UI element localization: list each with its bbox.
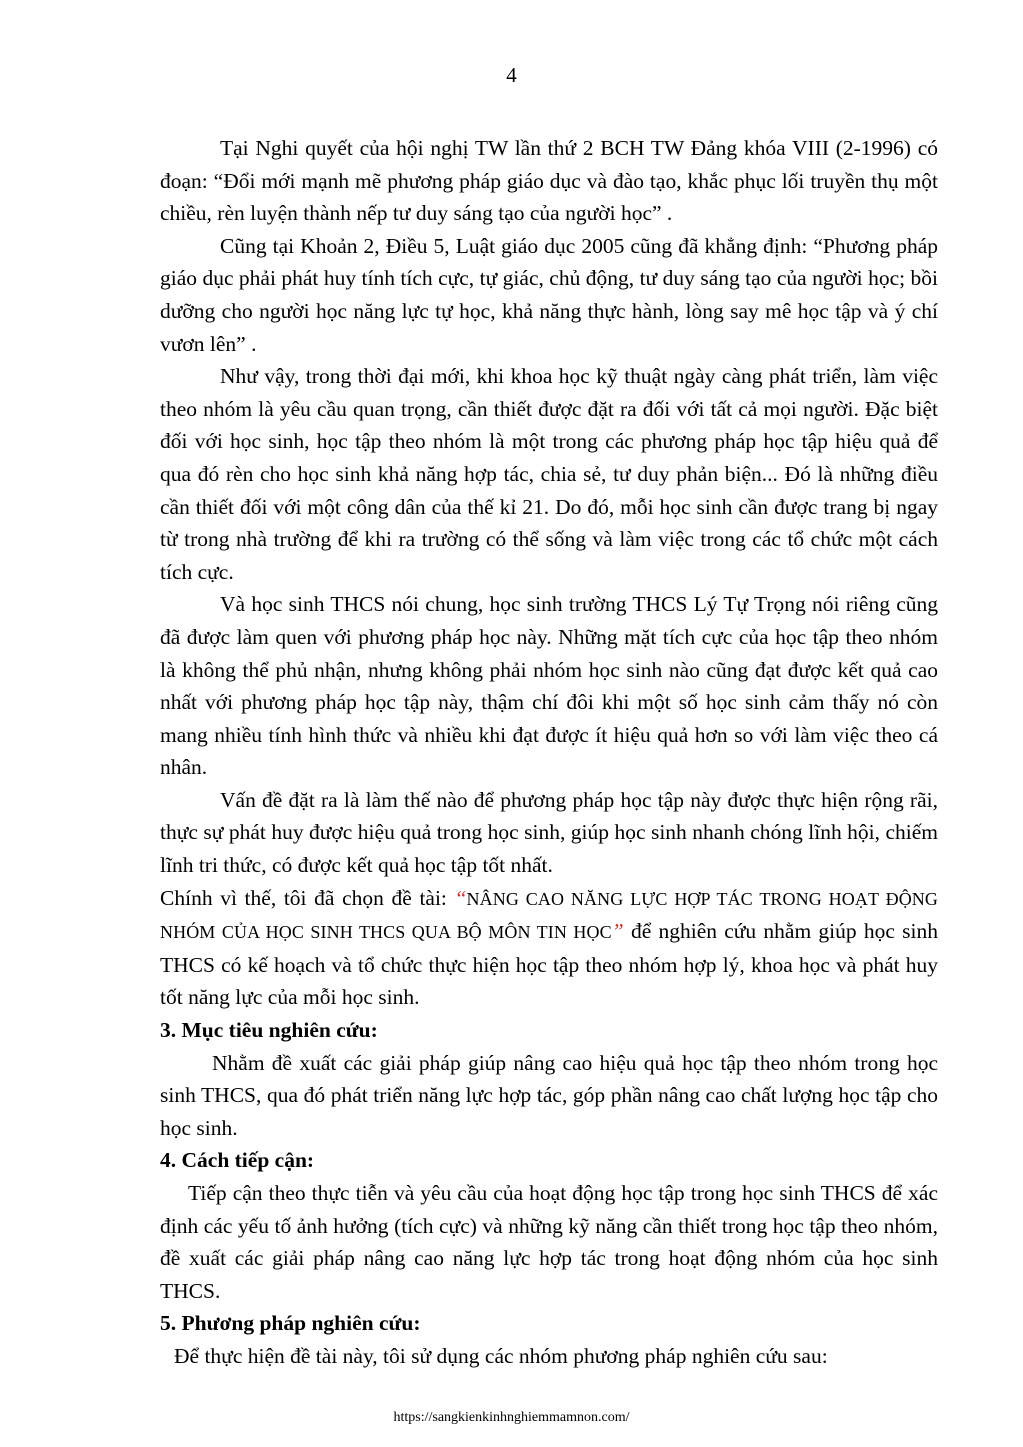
paragraph-problem: Vấn đề đặt ra là làm thế nào để phương pháp học tập này được thực hiện rộng rãi, thực sự phát huy được hiệu quả trong học sinh, giúp học sinh nhanh chóng lĩnh hội, chiếm lĩnh tri thức, có được kết quả học tập tốt nhất. [160, 787, 938, 878]
open-quote-mark: “ [454, 885, 467, 910]
section-heading-methods: 5. Phương pháp nghiên cứu: [160, 1311, 421, 1336]
document-body [160, 132, 938, 1373]
section-text-objectives: Nhằm đề xuất các giải pháp giúp nâng cao hiệu quả học tập theo nhóm trong học sinh THCS, qua đó phát triển năng lực hợp tác, góp phần nâng cao chất lượng học tập cho học sinh. [160, 1050, 938, 1140]
close-quote-mark: ” [611, 919, 624, 944]
paragraph-students: Và học sinh THCS nói chung, học sinh trường THCS Lý Tự Trọng nói riêng cũng đã được làm quen với phương pháp học này. Những mặt tích cực của học tập theo nhóm là không thể phủ nhận, nhưng không phải nhóm học sinh nào cũng đạt được kết quả cao nhất với phương pháp học tập này, thậm chí đôi khi một số học sinh cảm thấy nó còn mang nhiều tính hình thức và nhiều khi đạt được ít hiệu quả hơn so với làm việc theo cá nhân. [160, 592, 938, 780]
paragraph-education-law: Cũng tại Khoản 2, Điều 5, Luật giáo dục 2005 cũng đã khẳng định: “Phương pháp giáo dục phải phát huy tính tích cực, tự giác, chủ động, tư duy sáng tạo của người học; bồi dưỡng cho người học năng lực tự học, khả năng thực hành, lòng say mê học tập và ý chí vươn lên” . [160, 233, 938, 356]
section-text-approach: Tiếp cận theo thực tiễn và yêu cầu của hoạt động học tập trong học sinh THCS để xác định các yếu tố ảnh hưởng (tích cực) và những kỹ năng cần thiết trong học tập theo nhóm, đề xuất các giải pháp nâng cao năng lực hợp tác trong hoạt động nhóm của học sinh THCS. [160, 1181, 938, 1303]
paragraph-resolution: Tại Nghi quyết của hội nghị TW lần thứ 2 BCH TW Đảng khóa VIII (2-1996) có đoạn: “Đổi mới mạnh mẽ phương pháp giáo dục và đào tạo, khắc phục lối truyền thụ một chiều, rèn luyện thành nếp tư duy sáng tạo của người học” . [160, 136, 938, 226]
paragraph-topic-choice [160, 882, 938, 1014]
page-number: 4 [506, 63, 517, 87]
paragraph-teamwork: Như vậy, trong thời đại mới, khi khoa học kỹ thuật ngày càng phát triển, làm việc theo nhóm là yêu cầu quan trọng, cần thiết được đặt ra đối với tất cả mọi người. Đặc biệt đối với học sinh, học tập theo nhóm là một trong các phương pháp học tập hiệu quả để qua đó rèn cho học sinh khả năng hợp tác, chia sẻ, tư duy phản biện... Đó là những điều cần thiết đối với một công dân của thế kỉ 21. Do đó, mỗi học sinh cần được trang bị ngay từ trong nhà trường để khi ra trường có thể sống và làm việc trong các tổ chức một cách tích cực. [160, 364, 938, 584]
footer-url: https://sangkienkinhnghiemmamnon.com/ [393, 1410, 630, 1425]
topic-intro-text: Chính vì thế, tôi đã chọn đề tài: [160, 885, 455, 910]
section-heading-objectives: 3. Mục tiêu nghiên cứu: [160, 1018, 378, 1043]
section-text-methods: Để thực hiện đề tài này, tôi sử dụng các nhóm phương pháp nghiên cứu sau: [174, 1343, 828, 1368]
topic-title: NÂNG CAO NĂNG LỰC HỢP TÁC TRONG HOẠT ĐỘNG NHÓM CỦA HỌC SINH THCS QUA BỘ MÔN TIN HỌC [160, 888, 938, 943]
section-heading-approach: 4. Cách tiếp cận: [160, 1148, 315, 1173]
topic-purpose-text: để nghiên cứu nhằm giúp học sinh THCS có kế hoạch và tổ chức thực hiện học tập theo nhóm hợp lý, khoa học và phát huy tốt năng lực của mỗi học sinh. [160, 919, 938, 1010]
